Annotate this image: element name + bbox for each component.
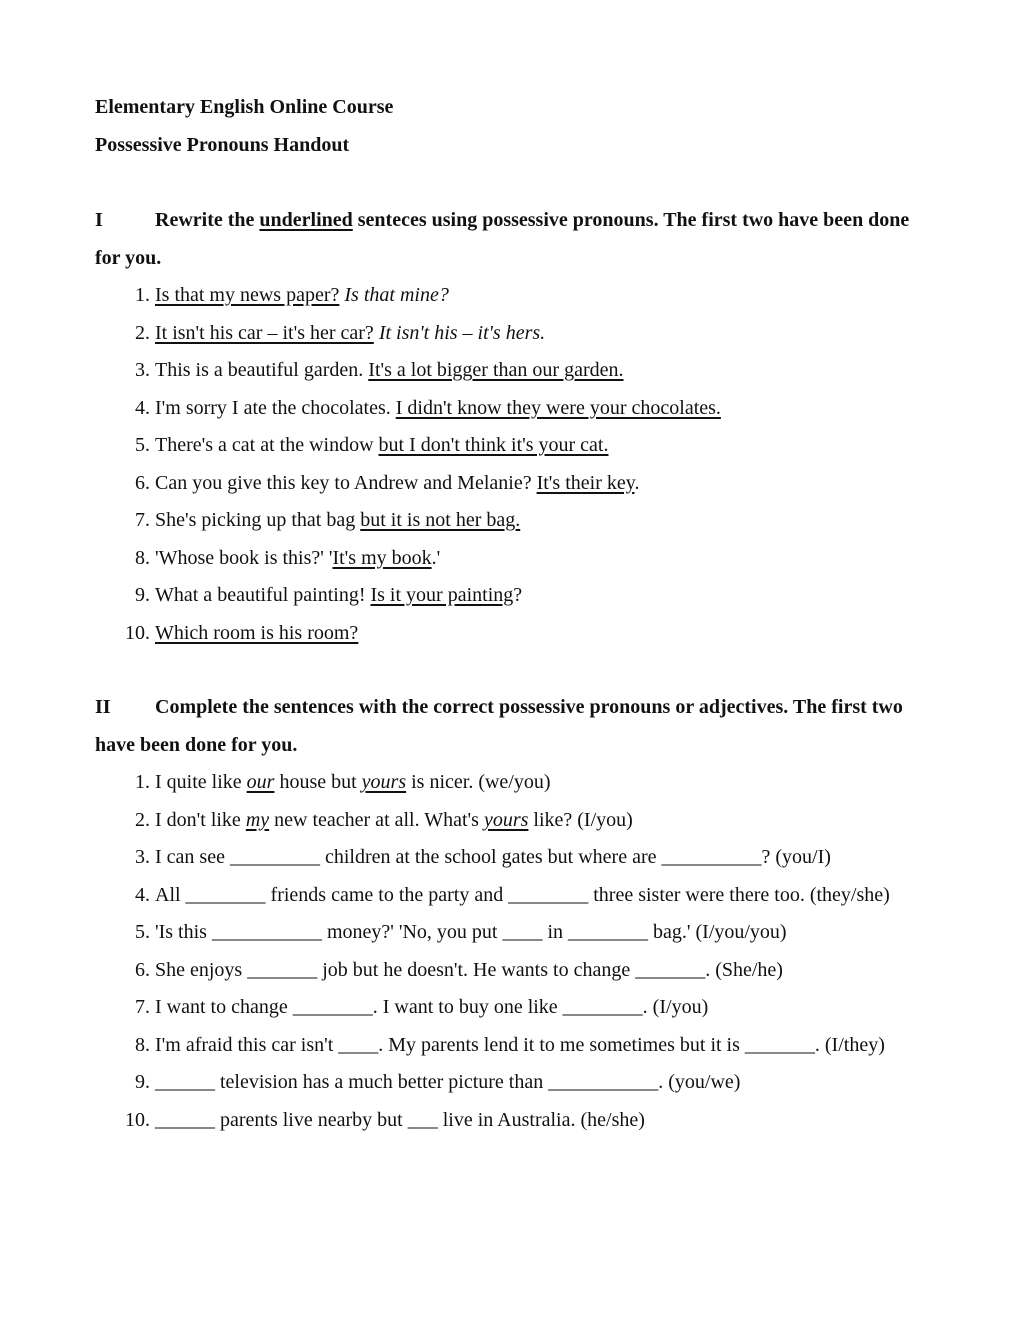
list-item: 10. Which room is his room? [125, 621, 359, 644]
list-item: 8. 'Whose book is this?' 'It's my book.' [135, 546, 441, 569]
answer-word: yours [483, 808, 529, 831]
list-item: 3. This is a beautiful garden. It's a lot bigger than our garden. [135, 359, 624, 381]
answer-word: yours [361, 771, 407, 793]
underlined-word: underlined [259, 209, 353, 231]
list-item: 1. Is that my news paper? Is that mine? [135, 284, 449, 306]
section-1-instruction: I Rewrite the underlined senteces using possessive pronouns. The first two have been done for you. [95, 202, 935, 277]
section-2-instruction: II Complete the sentences with the correct possessive pronouns or adjectives. The first two have been done for you. [95, 689, 935, 764]
section-1-number: I [95, 209, 103, 231]
list-item: 7. She's picking up that bag but it is not her bag. [135, 509, 521, 531]
list-item: 3. I can see _________ children at the school gates but where are __________? (you/I) [135, 846, 831, 868]
list-item: 7. I want to change ________. I want to buy one like ________. (I/you) [135, 996, 709, 1018]
list-item: 4. I'm sorry I ate the chocolates. I didn't know they were your chocolates. [135, 396, 721, 419]
list-item: 5. There's a cat at the window but I don't think it's your cat. [135, 434, 609, 456]
section-2-list [95, 764, 935, 1139]
list-item: 4. All ________ friends came to the party and ________ three sister were there too. (they/she) [135, 883, 890, 906]
answer-word: my [245, 808, 270, 831]
list-item: 8. I'm afraid this car isn't ____. My parents lend it to me sometimes but it is _______. (I/they) [135, 1033, 885, 1056]
section-1-list [95, 277, 935, 652]
list-item: 9. What a beautiful painting! Is it your painting? [135, 584, 523, 606]
answer-word: our [246, 771, 275, 793]
list-item: 2. I don't like my new teacher at all. What's yours like? (I/you) [135, 808, 633, 831]
course-title: Elementary English Online Course [95, 96, 394, 118]
section-2-number: II [95, 696, 111, 718]
list-item: 10. ______ parents live nearby but ___ live in Australia. (he/she) [125, 1108, 645, 1131]
handout-title: Possessive Pronouns Handout [95, 134, 350, 156]
list-item: 5. 'Is this ___________ money?' 'No, you put ____ in ________ bag.' (I/you/you) [135, 921, 787, 943]
list-item: 6. She enjoys _______ job but he doesn't. He wants to change _______. (She/he) [135, 958, 783, 981]
list-item: 2. It isn't his car – it's her car? It isn't his – it's hers. [135, 321, 546, 344]
list-item: 1. I quite like our house but yours is nicer. (we/you) [135, 771, 551, 793]
list-item: 9. ______ television has a much better picture than ___________. (you/we) [135, 1071, 741, 1093]
list-item: 6. Can you give this key to Andrew and Melanie? It's their key. [135, 471, 640, 494]
